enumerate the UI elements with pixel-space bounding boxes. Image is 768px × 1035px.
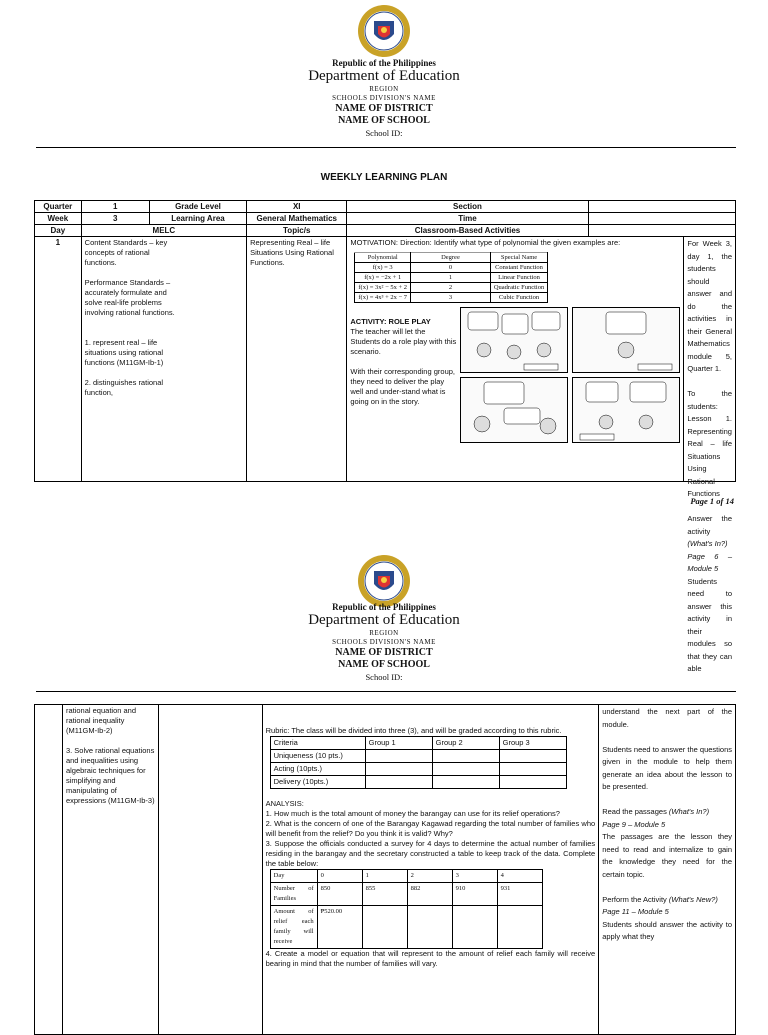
school-text: NAME OF SCHOOL	[338, 115, 430, 126]
day-value: 1	[35, 237, 82, 482]
day-header: Day	[35, 225, 82, 237]
republic-text: Republic of the Philippines	[332, 58, 436, 68]
rubric-header: Criteria	[270, 737, 365, 750]
school-text: NAME OF SCHOOL	[338, 659, 430, 670]
competency-2: 2. distinguishes rational function,	[84, 378, 164, 397]
rubric-cell	[499, 776, 566, 789]
note-3: Lesson 1. Representing Real – life Situations Using Rational Functions	[687, 414, 732, 498]
poly-cell: Cubic Function	[490, 293, 547, 303]
note-5: Page 6 – Module 5	[687, 551, 732, 573]
note-6: Students need to answer this activity in their modules so that they can able	[687, 576, 732, 673]
survey-cell: 3	[452, 870, 497, 883]
melc-continued: rational equation and rational inequality (M11GM-Ib-2)	[65, 706, 137, 735]
poly-cell: f(x) = −2x + 1	[355, 273, 411, 283]
district-text: NAME OF DISTRICT	[335, 647, 433, 658]
rubric-header: Group 2	[432, 737, 499, 750]
rubric-table	[270, 736, 567, 789]
melc-cell	[81, 237, 246, 482]
activities-cell	[262, 705, 599, 1035]
rubric-text: Rubric: The class will be divided into three (3), and will be graded according to this rubric.	[265, 726, 562, 735]
survey-table	[270, 869, 543, 949]
weekly-plan-table-continued	[34, 704, 736, 1035]
rubric-cell	[365, 763, 432, 776]
page-footer: Page 1 of 14	[690, 496, 734, 506]
content-standards: Content Standards – key concepts of rational functions.	[84, 238, 168, 267]
competency-1: 1. represent real – life situations using rational functions (M11GM-Ib-1)	[84, 338, 164, 367]
survey-cell: 910	[452, 883, 497, 906]
question-4: 4. Create a model or equation that will represent to the amount of relief each family will receive bearing in mind that the number of families will vary.	[265, 949, 596, 968]
time-value	[588, 213, 735, 225]
survey-cell: Number of Families	[270, 883, 317, 906]
notes-header	[588, 225, 735, 237]
comic-panel	[460, 377, 568, 443]
note-c-text: Read the passages	[602, 807, 669, 816]
activity-text-2: With their corresponding group, they need to deliver the play well and under-stand what is going on in the story.	[350, 367, 455, 406]
question-2: 2. What is the concern of one of the Barangay Kagawad regarding the total number of families who will benefit from the relief? Do you think it is valid? Why?	[265, 819, 596, 838]
survey-cell: 4	[497, 870, 542, 883]
survey-cell: 931	[497, 883, 542, 906]
note-e: The passages are the lesson they need to read and internalize to gain the knowledge they need for the certain topic.	[602, 832, 732, 879]
note-h: Students should answer the activity to apply what they	[602, 919, 732, 941]
survey-cell	[407, 906, 452, 949]
section-value	[588, 201, 735, 213]
poly-header-0: Polynomial	[355, 253, 411, 263]
activities-header: Classroom-Based Activities	[347, 225, 588, 237]
learning-area-value: General Mathematics	[247, 213, 347, 225]
department-title: Department of Education	[308, 68, 460, 84]
rubric-cell	[432, 750, 499, 763]
competency-3: 3. Solve rational equations and inequalities using algebraic techniques for simplifying and manipulating of expressions (M11GM-Ib-3)	[65, 746, 155, 805]
note-4	[687, 513, 732, 551]
poly-header-1: Degree	[411, 253, 491, 263]
survey-cell	[497, 906, 542, 949]
note-b: Students need to answer the questions given in the module to help them generate an idea about the lesson to be presented.	[602, 744, 732, 791]
topic-cell	[158, 705, 262, 1035]
deped-seal-icon	[357, 554, 411, 608]
document-title: WEEKLY LEARNING PLAN	[320, 172, 448, 183]
rubric-criteria: Delivery (10pts.)	[270, 776, 365, 789]
note-a: understand the next part of the module.	[602, 707, 732, 729]
grade-value: XI	[247, 201, 347, 213]
survey-cell: 882	[407, 883, 452, 906]
survey-cell	[452, 906, 497, 949]
week-value: 3	[81, 213, 149, 225]
note-f	[602, 894, 732, 907]
poly-cell: Constant Function	[490, 263, 547, 273]
republic-text: Republic of the Philippines	[332, 602, 436, 612]
poly-cell: Linear Function	[490, 273, 547, 283]
survey-cell: 850	[317, 883, 362, 906]
header-rule	[36, 147, 736, 148]
quarter-label: Quarter	[35, 201, 82, 213]
rubric-header: Group 3	[499, 737, 566, 750]
note-f-text: Perform the Activity	[602, 894, 669, 904]
activities-cell	[347, 237, 684, 481]
poly-cell: f(x) = 4x³ + 2x − 7	[355, 293, 411, 303]
rubric-cell	[499, 750, 566, 763]
comic-strip-image	[460, 307, 680, 443]
survey-cell: 2	[407, 870, 452, 883]
header-rule	[36, 691, 736, 692]
comic-panel	[460, 307, 568, 373]
division-text: SCHOOLS DIVISION'S NAME	[332, 94, 436, 102]
rubric-cell	[432, 763, 499, 776]
day-cell	[35, 705, 63, 1035]
rubric-criteria: Uniqueness (10 pts.)	[270, 750, 365, 763]
week-label: Week	[35, 213, 82, 225]
note-c	[602, 806, 732, 819]
poly-cell: 0	[411, 263, 491, 273]
poly-cell: 3	[411, 293, 491, 303]
poly-cell: Quadratic Function	[490, 283, 547, 293]
rubric-cell	[365, 750, 432, 763]
district-text: NAME OF DISTRICT	[335, 103, 433, 114]
performance-standards: Performance Standards – accurately formulate and solve real-life problems involving rational functions.	[84, 278, 175, 317]
school-id-text: School ID:	[365, 672, 403, 682]
note-f-italic: (What's New?)	[668, 894, 718, 904]
note-2: To the students:	[687, 389, 732, 411]
grade-label: Grade Level	[149, 201, 246, 213]
deped-seal-icon	[357, 4, 411, 58]
quarter-value: 1	[81, 201, 149, 213]
section-label: Section	[347, 201, 588, 213]
department-title: Department of Education	[308, 612, 460, 628]
note-d: Page 9 – Module 5	[602, 819, 666, 829]
note-4-italic: (What's In?)	[687, 539, 728, 548]
poly-cell: 2	[411, 283, 491, 293]
survey-cell: Amount of relief each family will receive	[270, 906, 317, 949]
survey-cell: 855	[362, 883, 407, 906]
poly-header-2: Special Name	[490, 253, 547, 263]
learning-area-label: Learning Area	[149, 213, 246, 225]
rubric-cell	[432, 776, 499, 789]
survey-cell: Day	[270, 870, 317, 883]
rubric-cell	[499, 763, 566, 776]
analysis-title: ANALYSIS:	[265, 799, 304, 808]
page1-header	[0, 58, 768, 139]
question-1: 1. How much is the total amount of money the barangay can use for its relief operations?	[265, 809, 560, 818]
rubric-cell	[365, 776, 432, 789]
comic-panel	[572, 377, 680, 443]
activity-text: The teacher will let the Students do a role play with this scenario.	[350, 327, 457, 356]
notes-cell	[599, 705, 736, 1035]
melc-header: MELC	[81, 225, 246, 237]
poly-cell: f(x) = 3	[355, 263, 411, 273]
polynomial-table	[354, 252, 548, 303]
region-text: REGION	[369, 629, 399, 637]
survey-cell	[362, 906, 407, 949]
page2-header	[0, 602, 768, 683]
comic-panel	[572, 307, 680, 373]
question-3: 3. Suppose the officials conducted a survey for 4 days to determine the actual number of families residing in the barangay and the secretary constructed a table to keep track of the data. Complete the table below:	[265, 839, 596, 868]
survey-cell: 0	[317, 870, 362, 883]
division-text: SCHOOLS DIVISION'S NAME	[332, 638, 436, 646]
rubric-criteria: Acting (10pts.)	[270, 763, 365, 776]
survey-cell: ₱520.00	[317, 906, 362, 949]
time-label: Time	[347, 213, 588, 225]
note-4-text: Answer the activity	[687, 514, 732, 536]
activity-title: ACTIVITY: ROLE PLAY	[350, 317, 431, 326]
melc-cell	[62, 705, 158, 1035]
topic-cell: Representing Real – life Situations Using Rational Functions.	[247, 237, 347, 482]
school-id-text: School ID:	[365, 128, 403, 138]
motivation-text: MOTIVATION: Direction: Identify what type of polynomial the given examples are:	[350, 238, 621, 247]
topic-header: Topic/s	[247, 225, 347, 237]
region-text: REGION	[369, 85, 399, 93]
note-g: Page 11 – Module 5	[602, 907, 669, 916]
survey-cell: 1	[362, 870, 407, 883]
poly-cell: 1	[411, 273, 491, 283]
rubric-header: Group 1	[365, 737, 432, 750]
note-1: For Week 3, day 1, the students should answer and do the activities in their General Mathematics module 5, Quarter 1.	[687, 239, 732, 373]
note-c-italic: (What's In?)	[668, 807, 710, 816]
poly-cell: f(x) = 3x² − 5x + 2	[355, 283, 411, 293]
